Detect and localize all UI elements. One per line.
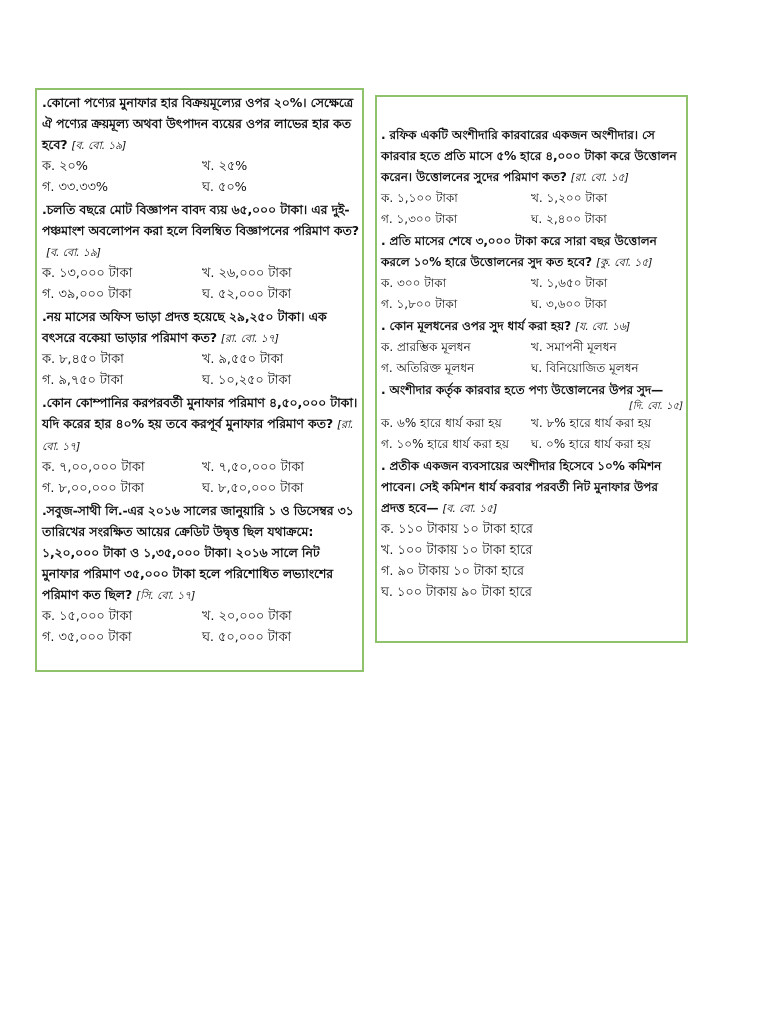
board-citation: [ব. বো. ১৫] (442, 502, 498, 515)
answer-option[interactable]: খ. ১,২০০ টাকা (531, 191, 608, 205)
answer-option[interactable]: গ. অতিরিক্ত মূলধন (381, 361, 475, 375)
answer-option[interactable]: গ. ৩৩.৩৩% (42, 180, 109, 195)
question-stem: . রফিক একটি অংশীদারি কারবারের একজন অংশীদার। সে কারবার হতে প্রতি মাসে ৫% হারে ৪,০০০ টাকা করে উত্তোলন করেন। উত্তোলনের সুদের পরিমাণ কত? (381, 128, 677, 184)
answer-option[interactable]: খ. ১০০ টাকায় ১০ টাকা হারে (381, 543, 533, 558)
answer-option[interactable]: গ. ৩৯,০০০ টাকা (42, 287, 132, 302)
board-citation: [য. বো. ১৬] (574, 320, 630, 333)
left-question-card (35, 88, 364, 672)
question-item (381, 125, 683, 230)
answer-option[interactable]: ক. ৩০০ টাকা (381, 276, 447, 290)
answer-option[interactable]: ক. ১৫,০০০ টাকা (42, 609, 133, 624)
question-stem: .কোন কোম্পানির করপরবর্তী মুনাফার পরিমাণ ৪,৫০,০০০ টাকা। যদি করের হার ৪০% হয় তবে করপূর্ব মুনাফার পরিমাণ কত? (42, 395, 358, 431)
answer-option[interactable]: গ. ৯,৭৫০ টাকা (42, 373, 124, 388)
answer-option[interactable]: ঘ. বিনিয়োজিত মূলধন (531, 361, 639, 375)
question-stem: .সবুজ-সাথী লি.-এর ২০১৬ সালের জানুয়ারি ১ ও ডিসেম্বর ৩১ তারিখের সংরক্ষিত আয়ের ক্রেডিট উদ্বৃত্ত ছিল যথাক্রমে: ১,২০,০০০ টাকা ও ১,৩৫,০০০ টাকা। ২০১৬ সালে নিট মুনাফার পরিমাণ ৩৫,০০০ টাকা হলে পরিশোধিত লভ্যাংশের পরিমাণ কত ছিল? (42, 503, 354, 602)
answer-option[interactable]: গ. ৯০ টাকায় ১০ টাকা হারে (381, 564, 524, 579)
answer-option[interactable]: ঘ. ৫০% (202, 180, 247, 195)
answer-option[interactable]: ক. ৬% হারে ধার্য করা হয় (381, 416, 502, 430)
answer-option[interactable]: খ. সমাপনী মূলধন (531, 340, 617, 354)
board-citation: [রা. বো. ১৭] (42, 418, 354, 453)
answer-option[interactable]: গ. ৮,০০,০০০ টাকা (42, 481, 144, 496)
answer-option[interactable]: ক. ১,১০০ টাকা (381, 191, 458, 205)
question-stem: . কোন মূলধনের ওপর সুদ ধার্য করা হয়? (381, 319, 571, 333)
answer-option[interactable]: গ. ১,৩০০ টাকা (381, 212, 458, 226)
board-citation: [রা. বো. ১৭] (220, 332, 279, 345)
question-stem: . প্রতি মাসের শেষে ৩,০০০ টাকা করে সারা বছর উত্তোলন করলে ১০% হারে উত্তোলনের সুদ কত হবে? (381, 234, 657, 269)
question-stem: .কোনো পণ্যের মুনাফার হার বিক্রয়মূল্যের ওপর ২০%। সেক্ষেত্রে ঐ পণ্যের ক্রয়মূল্য অথবা উৎপাদন ব্যয়ের ওপর লাভের হার কত হবে? (42, 95, 354, 152)
answer-option[interactable]: ঘ. ৫০,০০০ টাকা (202, 630, 292, 645)
question-stem: . অংশীদার কর্তৃক কারবার হতে পণ্য উত্তোলনের উপর সুদ— (381, 383, 664, 397)
answer-option[interactable]: খ. ২০,০০০ টাকা (202, 609, 292, 624)
question-item (42, 500, 359, 648)
board-citation: [রা. বো. ১৫] (570, 171, 629, 184)
answer-option[interactable]: খ. ৭,৫০,০০০ টাকা (202, 460, 304, 475)
question-item (381, 456, 683, 603)
board-citation: [সি. বো. ১৭] (136, 589, 196, 602)
answer-option[interactable]: ঘ. ১০০ টাকায় ৯০ টাকা হারে (381, 585, 532, 600)
question-item (381, 380, 683, 455)
answer-option[interactable]: ঘ. ০% হারে ধার্য করা হয় (531, 437, 651, 451)
answer-option[interactable]: ঘ. ৩,৬০০ টাকা (531, 297, 607, 311)
question-stem: .নয় মাসের অফিস ভাড়া প্রদত্ত হয়েছে ২৯,২৫০ টাকা। এক বৎসরে বকেয়া ভাড়ার পরিমাণ কত? (42, 309, 327, 345)
answer-option[interactable]: ক. ৭,০০,০০০ টাকা (42, 460, 145, 475)
question-item (42, 306, 359, 391)
board-citation: [ব. বো. ১৯] (71, 139, 127, 152)
answer-option[interactable]: ক. ২০% (42, 159, 88, 174)
answer-option[interactable]: খ. ১,৬৫০ টাকা (531, 276, 608, 290)
answer-option[interactable]: ক. ১১০ টাকায় ১০ টাকা হারে (381, 522, 533, 537)
question-stem: .চলতি বছরে মোট বিজ্ঞাপন বাবদ ব্যয় ৬৫,০০০ টাকা। এর দুই-পঞ্চমাংশ অবলোপন করা হলে বিলম্বিত বিজ্ঞাপনের পরিমাণ কত? (42, 202, 359, 238)
right-question-card (375, 95, 688, 643)
answer-option[interactable]: গ. ১,৮০০ টাকা (381, 297, 458, 311)
answer-option[interactable]: ঘ. ২,৪০০ টাকা (531, 212, 607, 226)
question-item (42, 92, 359, 198)
question-item (381, 316, 683, 379)
answer-option[interactable]: খ. ২৬,০০০ টাকা (202, 266, 292, 281)
question-item (381, 231, 683, 315)
answer-option[interactable]: ক. ১৩,০০০ টাকা (42, 266, 133, 281)
question-item (42, 199, 359, 305)
board-citation: [দি. বো. ১৫] (628, 401, 683, 412)
answer-option[interactable]: ঘ. ৫২,০০০ টাকা (202, 287, 292, 302)
answer-option[interactable]: গ. ৩৫,০০০ টাকা (42, 630, 132, 645)
question-stem: . প্রতীক একজন ব্যবসায়ের অংশীদার হিসেবে ১০% কমিশন পাবেন। সেই কমিশন ধার্য করবার পরবর্তী নিট মুনাফার উপর প্রদত্ত হবে— (381, 459, 662, 515)
answer-option[interactable]: খ. ৯,৫৫০ টাকা (202, 352, 284, 367)
answer-option[interactable]: ক. ৮,৪৫০ টাকা (42, 352, 124, 367)
answer-option[interactable]: ঘ. ৮,৫০,০০০ টাকা (202, 481, 304, 496)
answer-option[interactable]: খ. ২৫% (202, 159, 248, 174)
answer-option[interactable]: ঘ. ১০,২৫০ টাকা (202, 373, 292, 388)
answer-option[interactable]: খ. ৮% হারে ধার্য করা হয় (531, 416, 652, 430)
answer-option[interactable]: গ. ১০% হারে ধার্য করা হয় (381, 437, 509, 451)
answer-option[interactable]: ক. প্রারম্ভিক মূলধন (381, 340, 471, 354)
board-citation: [ব. বো. ১৯] (46, 246, 101, 259)
board-citation: [কু. বো. ১৫] (595, 256, 653, 269)
question-item (42, 392, 359, 499)
